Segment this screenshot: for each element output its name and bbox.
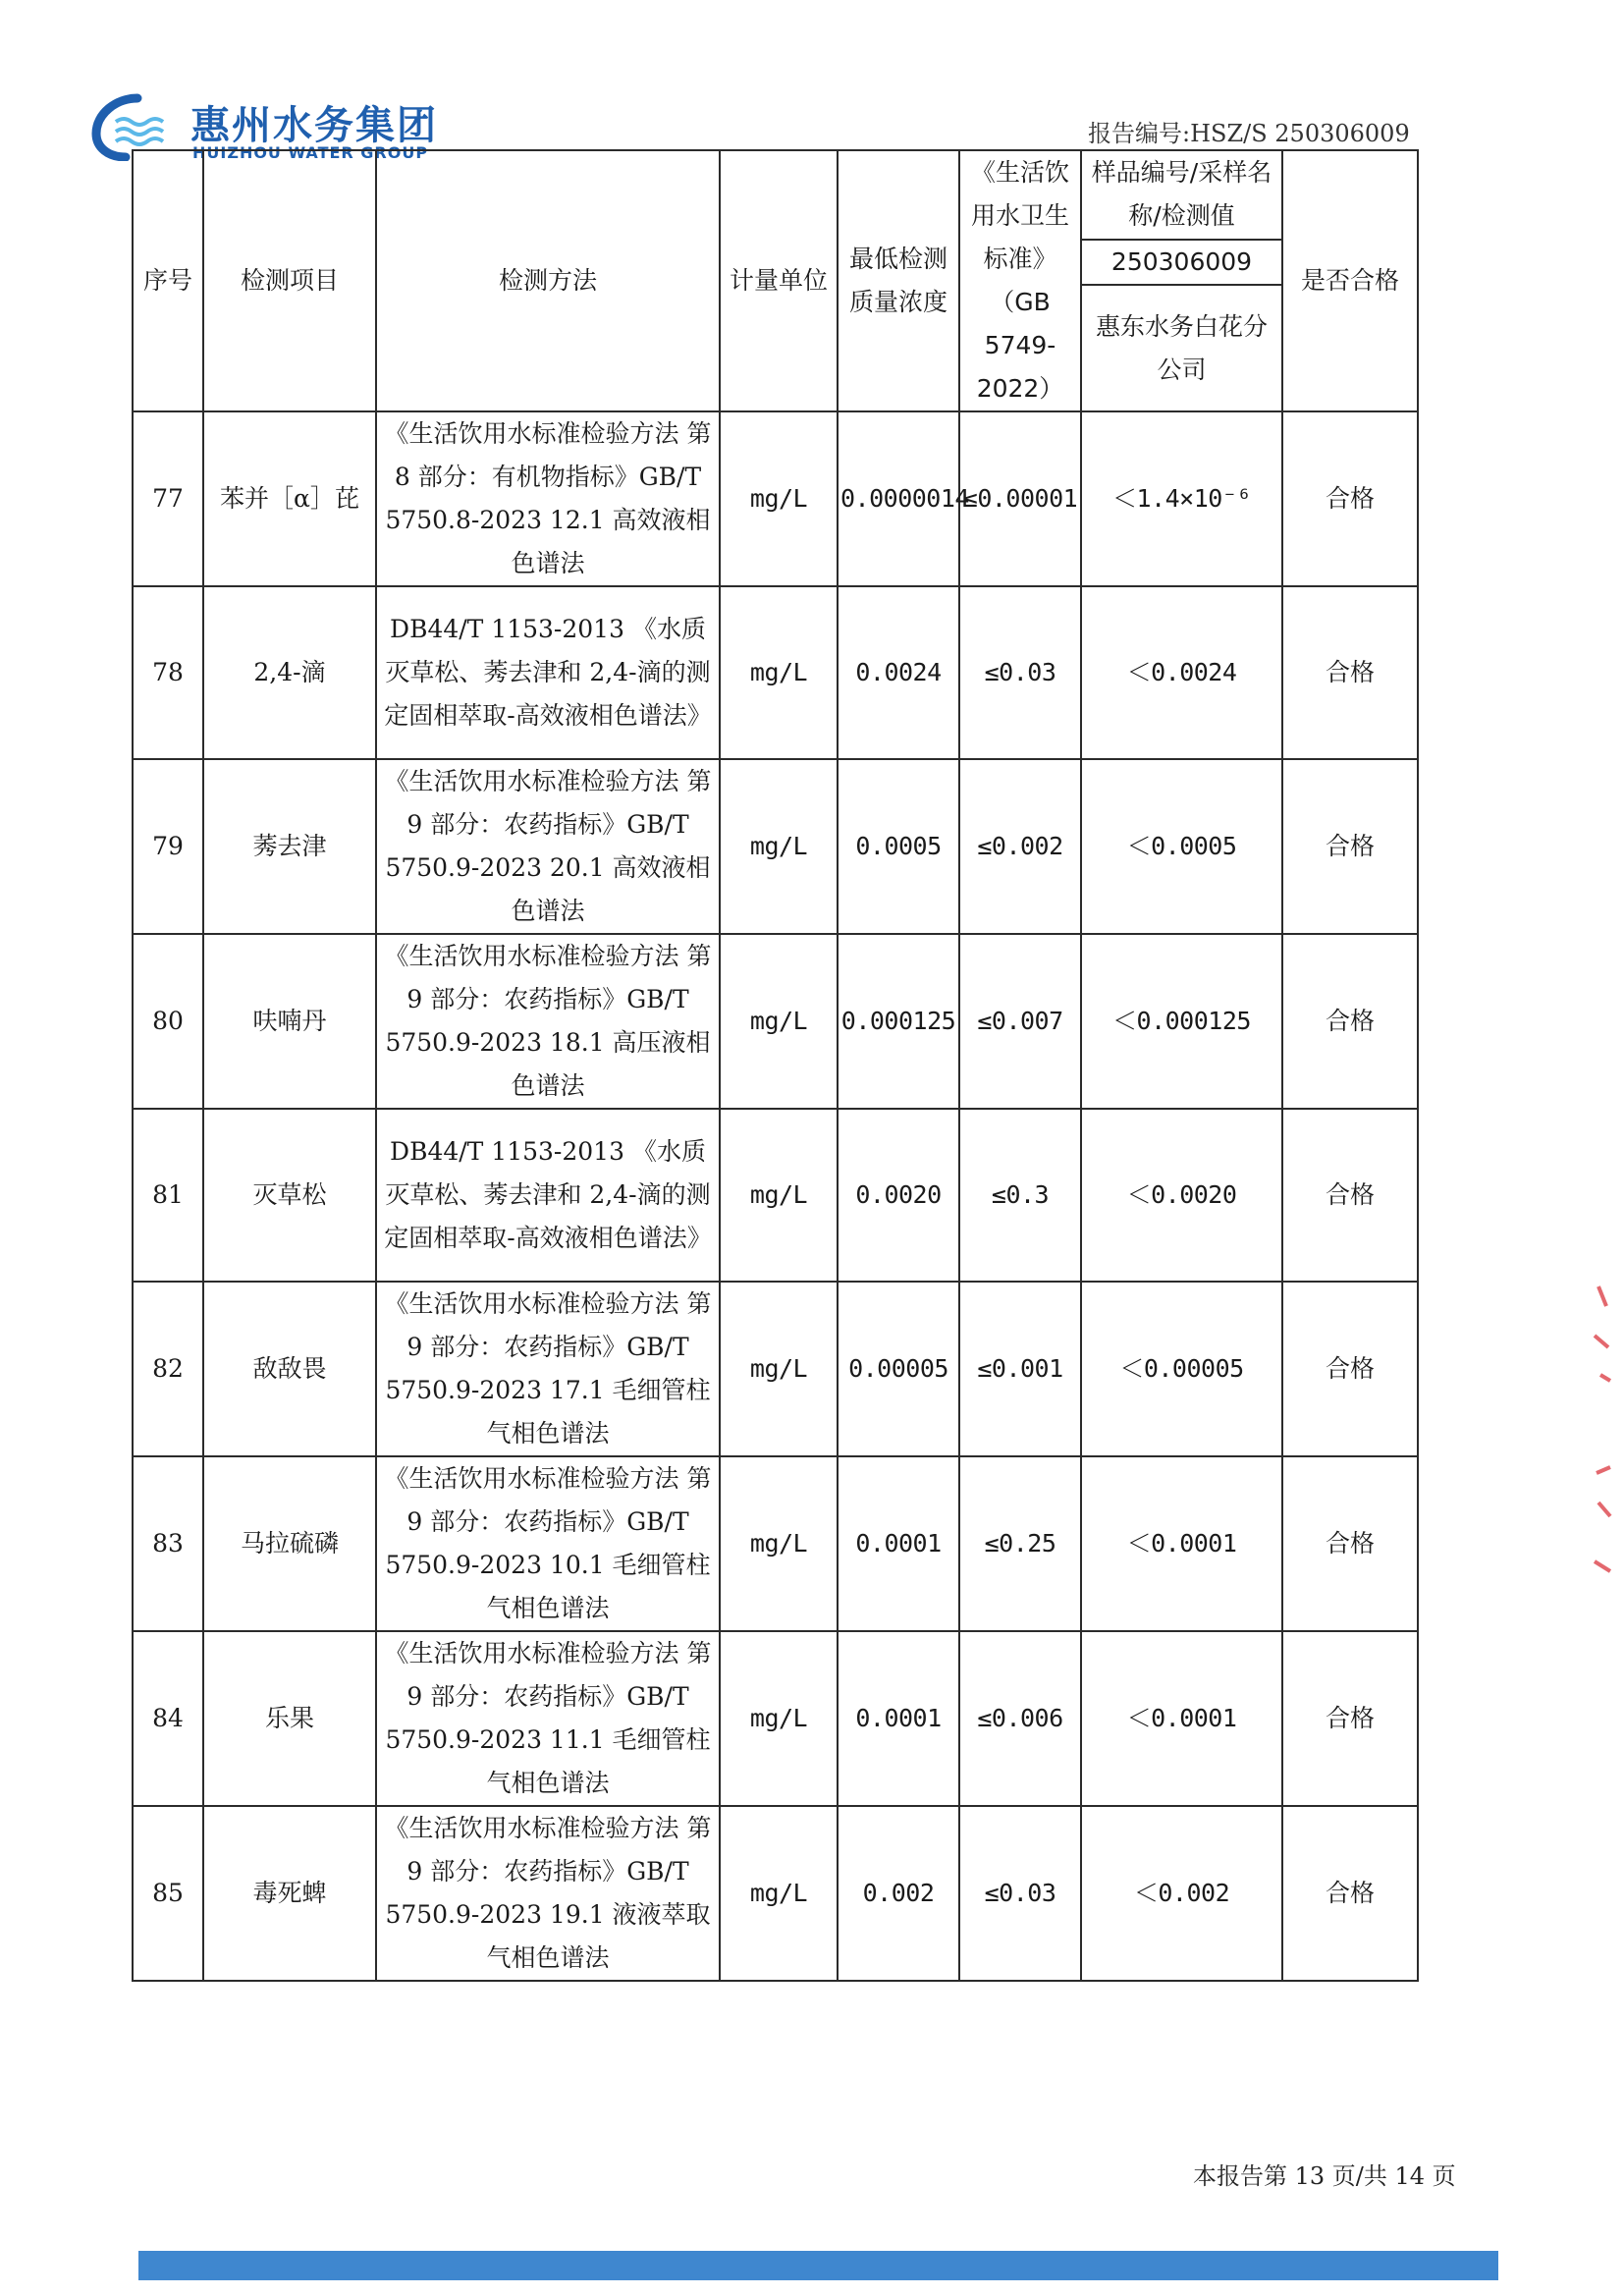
cell-method: 《生活饮用水标准检验方法 第 8 部分：有机物指标》GB/T 5750.8-2023 12.1 高效液相色谱法 [376,411,720,586]
cell-method: 《生活饮用水标准检验方法 第 9 部分：农药指标》GB/T 5750.9-2023 18.1 高压液相色谱法 [376,934,720,1109]
header-seq: 序号 [133,150,203,411]
header-min-conc: 最低检测质量浓度 [838,150,959,411]
cell-min-conc: 0.0000014 [838,411,959,586]
cell-seq: 85 [133,1806,203,1981]
cell-seq: 82 [133,1282,203,1456]
table-row [133,586,1418,759]
cell-unit: mg/L [720,759,838,934]
cell-method: 《生活饮用水标准检验方法 第 9 部分：农药指标》GB/T 5750.9-2023 10.1 毛细管柱气相色谱法 [376,1456,720,1631]
cell-seq: 78 [133,586,203,759]
cell-item: 莠去津 [203,759,376,934]
cell-unit: mg/L [720,934,838,1109]
header-unit: 计量单位 [720,150,838,411]
table-row [133,1282,1418,1456]
header-sample-id: 250306009 [1081,240,1282,285]
cell-pass: 合格 [1282,1282,1418,1456]
table-row [133,1631,1418,1806]
test-results-table [132,149,1419,1982]
cell-standard: ≤0.25 [959,1456,1081,1631]
cell-test-value: ＜0.000125 [1081,934,1282,1109]
cell-method: 《生活饮用水标准检验方法 第 9 部分：农药指标》GB/T 5750.9-2023 17.1 毛细管柱气相色谱法 [376,1282,720,1456]
table-row [133,759,1418,934]
cell-unit: mg/L [720,586,838,759]
cell-min-conc: 0.0001 [838,1456,959,1631]
cell-item: 灭草松 [203,1109,376,1282]
cell-method: DB44/T 1153-2013 《水质 灭草松、莠去津和 2,4-滴的测定固相萃取-高效液相色谱法》 [376,586,720,759]
header-standard: 《生活饮用水卫生标准》（GB 5749-2022） [959,150,1081,411]
cell-item: 呋喃丹 [203,934,376,1109]
cell-test-value: ＜0.00005 [1081,1282,1282,1456]
cell-unit: mg/L [720,1282,838,1456]
header-sample-group: 样品编号/采样名称/检测值 [1081,150,1282,240]
table-row [133,1806,1418,1981]
cell-test-value: ＜1.4×10⁻⁶ [1081,411,1282,586]
cell-item: 2,4-滴 [203,586,376,759]
cell-standard: ≤0.002 [959,759,1081,934]
cell-standard: ≤0.03 [959,1806,1081,1981]
cell-pass: 合格 [1282,411,1418,586]
cell-item: 敌敌畏 [203,1282,376,1456]
cell-seq: 84 [133,1631,203,1806]
cell-seq: 83 [133,1456,203,1631]
cell-pass: 合格 [1282,1456,1418,1631]
cell-seq: 81 [133,1109,203,1282]
header-method: 检测方法 [376,150,720,411]
cell-standard: ≤0.001 [959,1282,1081,1456]
cell-pass: 合格 [1282,1631,1418,1806]
cell-seq: 80 [133,934,203,1109]
header-pass: 是否合格 [1282,150,1418,411]
cell-standard: ≤0.00001 [959,411,1081,586]
header-item: 检测项目 [203,150,376,411]
cell-pass: 合格 [1282,586,1418,759]
cell-min-conc: 0.002 [838,1806,959,1981]
table-row [133,411,1418,586]
cell-standard: ≤0.03 [959,586,1081,759]
cell-min-conc: 0.0020 [838,1109,959,1282]
cell-seq: 79 [133,759,203,934]
cell-pass: 合格 [1282,1109,1418,1282]
cell-test-value: ＜0.0001 [1081,1631,1282,1806]
cell-min-conc: 0.000125 [838,934,959,1109]
cell-method: 《生活饮用水标准检验方法 第 9 部分：农药指标》GB/T 5750.9-2023 19.1 液液萃取气相色谱法 [376,1806,720,1981]
cell-method: 《生活饮用水标准检验方法 第 9 部分：农药指标》GB/T 5750.9-2023 20.1 高效液相色谱法 [376,759,720,934]
header-sample-name: 惠东水务白花分公司 [1081,285,1282,411]
cell-item: 苯并［α］芘 [203,411,376,586]
cell-test-value: ＜0.0024 [1081,586,1282,759]
cell-standard: ≤0.007 [959,934,1081,1109]
logo-english-name: HUIZHOU WATER GROUP [192,143,429,162]
cell-test-value: ＜0.0001 [1081,1456,1282,1631]
cell-min-conc: 0.0024 [838,586,959,759]
footer-color-bar [138,2251,1498,2280]
page-number: 本报告第 13 页/共 14 页 [1193,2162,1456,2190]
cell-test-value: ＜0.002 [1081,1806,1282,1981]
cell-min-conc: 0.0001 [838,1631,959,1806]
cell-pass: 合格 [1282,759,1418,934]
cell-test-value: ＜0.0005 [1081,759,1282,934]
seal-stamp-fragment [1589,1277,1618,1601]
cell-item: 毒死蜱 [203,1806,376,1981]
cell-unit: mg/L [720,1109,838,1282]
cell-seq: 77 [133,411,203,586]
cell-standard: ≤0.006 [959,1631,1081,1806]
cell-pass: 合格 [1282,934,1418,1109]
table-row [133,1109,1418,1282]
cell-unit: mg/L [720,1456,838,1631]
cell-min-conc: 0.0005 [838,759,959,934]
cell-standard: ≤0.3 [959,1109,1081,1282]
cell-item: 马拉硫磷 [203,1456,376,1631]
cell-unit: mg/L [720,411,838,586]
cell-item: 乐果 [203,1631,376,1806]
cell-method: 《生活饮用水标准检验方法 第 9 部分：农药指标》GB/T 5750.9-2023 11.1 毛细管柱气相色谱法 [376,1631,720,1806]
table-row [133,1456,1418,1631]
cell-pass: 合格 [1282,1806,1418,1981]
logo-chinese-name: 惠州水务集团 [190,103,438,148]
report-number: 报告编号:HSZ/S 250306009 [1088,120,1410,147]
cell-method: DB44/T 1153-2013 《水质 灭草松、莠去津和 2,4-滴的测定固相萃取-高效液相色谱法》 [376,1109,720,1282]
cell-unit: mg/L [720,1806,838,1981]
cell-unit: mg/L [720,1631,838,1806]
cell-test-value: ＜0.0020 [1081,1109,1282,1282]
cell-min-conc: 0.00005 [838,1282,959,1456]
table-row [133,934,1418,1109]
